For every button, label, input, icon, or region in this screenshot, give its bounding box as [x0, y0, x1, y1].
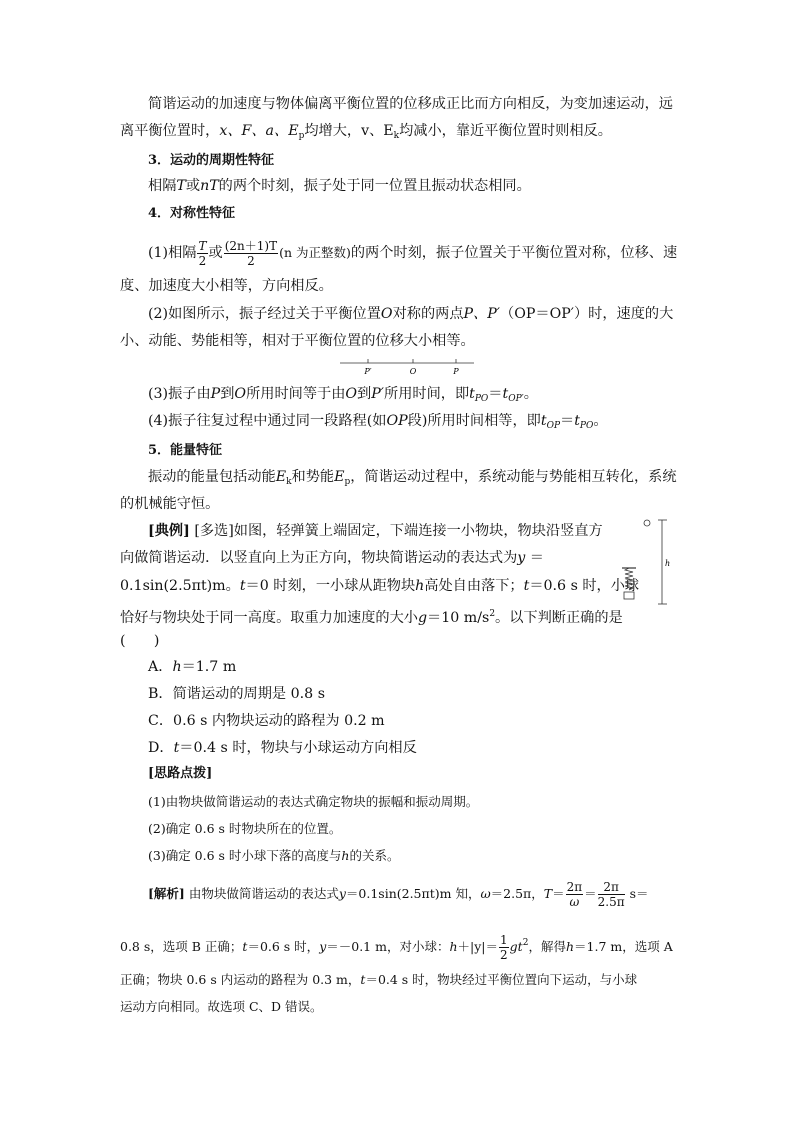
- section-5-heading: 5．能量特征: [148, 443, 223, 458]
- option-c: C．0.6 s 内物块运动的路程为 0.2 m: [148, 713, 385, 729]
- section-3-heading: 3．运动的周期性特征: [148, 153, 275, 168]
- section-5-line-2: 的机械能守恒。: [120, 496, 220, 512]
- h-label: h: [665, 559, 671, 568]
- section-4-item-3: (3)振子由P到O所用时间等于由O到P′所用时间，即$t_{PO}=t_{OP'}$。: [148, 386, 538, 404]
- axis-diagram: [338, 357, 478, 379]
- option-a: A．h＝1.7 m: [148, 659, 237, 675]
- section-4-item-2-cont: 小、动能、势能相等，相对于平衡位置的位移大小相等。: [120, 333, 475, 349]
- hint-3: (3)确定 0.6 s 时小球下落的高度与h的关系。: [148, 848, 400, 863]
- option-b: B．简谐运动的周期是 0.8 s: [148, 686, 325, 702]
- label-o: O: [409, 367, 417, 376]
- label-p: P: [453, 367, 459, 376]
- fraction-2pi-over-2-5pi: $\frac{2\pi}{2.5\pi}$: [597, 880, 625, 909]
- fraction-2n1T-over-2: $\frac{(2n+1)T}{2}$: [224, 238, 278, 268]
- hint-2: (2)确定 0.6 s 时物块所在的位置。: [148, 821, 342, 836]
- section-4-item-1: (1)相隔 $\frac{T}{2}$ 或 $\frac{(2n+1)T}{2}$ (n 为正整数)的两个时刻，振子位置关于平衡位置对称，位移、速: [148, 238, 678, 268]
- analysis-line-4: 运动方向相同。故选项 C、D 错误。: [120, 999, 323, 1014]
- fraction-1-over-2: $\frac{1}{2}$: [500, 933, 508, 962]
- intro-line-1: 简谐运动的加速度与物体偏离平衡位置的位移成正比而方向相反，为变加速运动，远: [148, 96, 673, 112]
- example-line-4: 恰好与物块处于同一高度。取重力加速度的大小g＝10 $m/s^2$。以下判断正确的是: [120, 609, 623, 626]
- fraction-T-over-2: $\frac{T}{2}$: [198, 238, 207, 268]
- hint-heading: [思路点拨]: [148, 766, 213, 781]
- fraction-2pi-over-omega: $\frac{2\pi}{\omega}$: [566, 880, 583, 909]
- option-d: D．t＝0.4 s 时，物块与小球运动方向相反: [148, 740, 417, 756]
- section-4-item-2: (2)如图所示，振子经过关于平衡位置O对称的两点P、P′（OP＝OP′）时，速度的大: [148, 306, 674, 322]
- intro-line-2: 离平衡位置时，x、F、a、$E_p$均增大，v、$E_k$均减小，靠近平衡位置时则相反。: [120, 123, 612, 141]
- hint-1: (1)由物块做简谐运动的表达式确定物块的振幅和振动周期。: [148, 794, 479, 809]
- spring-ball-figure: [616, 516, 676, 608]
- analysis-line-2: 0.8 s，选项 B 正确；t＝0.6 s 时，y＝－0.1 m，对小球：h＋|y|＝ $\frac{1}{2}$ $gt^2$，解得h＝1.7 m，选项 A: [120, 933, 673, 962]
- section-4-item-1-cont: 度、加速度大小相等，方向相反。: [120, 278, 333, 294]
- analysis-line-3: 正确；物块 0.6 s 内运动的路程为 0.3 m，t＝0.4 s 时，物块经过平衡位置向下运动，与小球: [120, 972, 638, 987]
- spring: [625, 568, 633, 590]
- answer-paren: ( ): [120, 633, 160, 649]
- section-5-line-1: 振动的能量包括动能$E_k$和势能$E_p$，简谐运动过程中，系统动能与势能相互转化，系统: [148, 469, 677, 487]
- label-p-prime: P′: [364, 367, 372, 376]
- ball: [644, 520, 650, 526]
- block: [624, 592, 634, 599]
- section-3-text: 相隔T或nT的两个时刻，振子处于同一位置且振动状态相同。: [148, 178, 531, 194]
- section-4-heading: 4．对称性特征: [148, 206, 236, 221]
- example-line-2: 向做简谐运动．以竖直向上为正方向，物块简谐运动的表达式为y ＝: [120, 550, 544, 566]
- example-line-1: [典例] [多选]如图，轻弹簧上端固定，下端连接一小物块，物块沿竖直方: [148, 523, 603, 539]
- analysis-line-1: [解析] 由物块做简谐运动的表达式y＝0.1sin(2.5πt)m 知，ω＝2.5π，T＝ $\frac{2\pi}{\omega}$ ＝ $\frac{2\pi}{2.5\pi}$ s＝: [148, 880, 649, 909]
- section-4-item-4: (4)振子往复过程中通过同一段路程(如OP段)所用时间相等，即$t_{OP}=t_{PO}$。: [148, 413, 608, 431]
- example-line-3: 0.1sin(2.5πt)m。t＝0 时刻，一小球从距物块h高处自由落下；t＝0.6 s 时，小球: [120, 578, 640, 594]
